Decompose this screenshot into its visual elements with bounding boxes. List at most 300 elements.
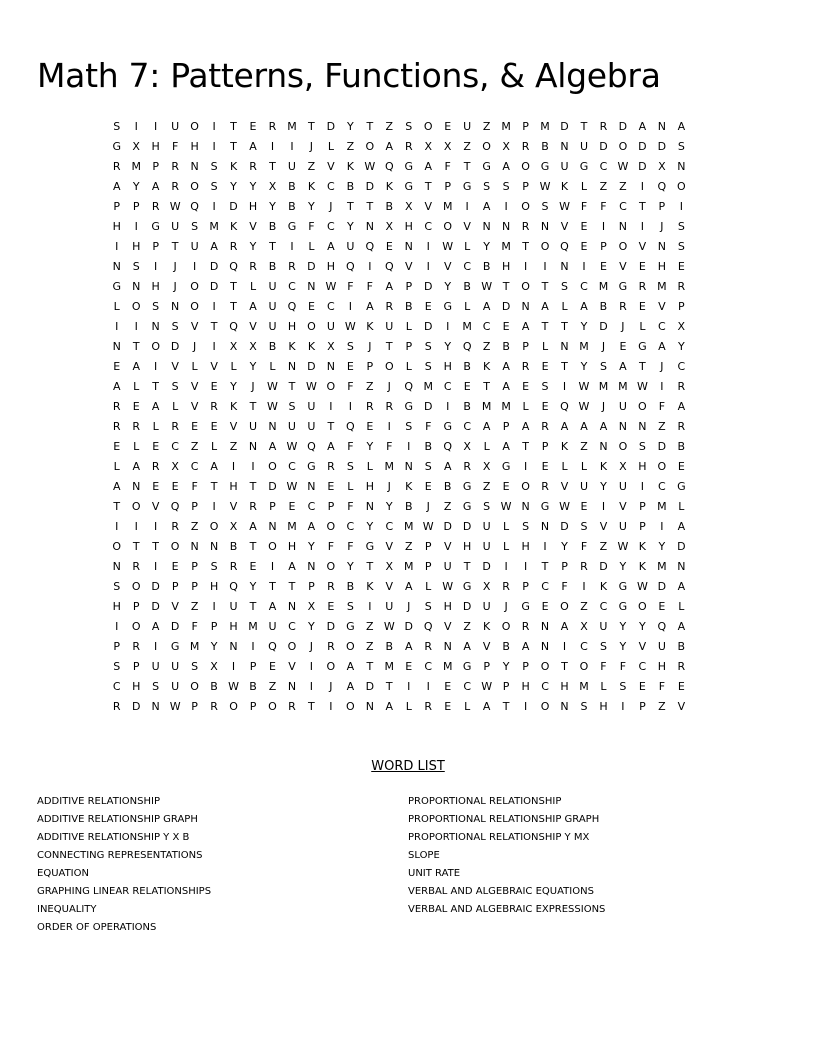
grid-row xyxy=(107,157,691,177)
grid-letter: F xyxy=(425,420,432,433)
grid-letter: C xyxy=(541,580,549,593)
grid-letter: Z xyxy=(190,440,199,453)
grid-letter: F xyxy=(327,540,335,553)
grid-letter: R xyxy=(638,280,647,293)
grid-letter: Y xyxy=(249,580,257,593)
grid-letter: U xyxy=(482,520,491,533)
grid-letter: Q xyxy=(384,260,394,273)
grid-letter: B xyxy=(210,680,218,693)
grid-letter: B xyxy=(424,440,432,453)
grid-letter: D xyxy=(170,620,180,633)
grid-letter: K xyxy=(346,160,354,173)
page-title: Math 7: Patterns, Functions, & Algebra xyxy=(37,56,661,96)
grid-letter: Y xyxy=(619,640,627,653)
grid-letter: E xyxy=(638,260,646,273)
grid-letter: S xyxy=(424,340,432,353)
grid-letter: I xyxy=(270,140,275,153)
grid-letter: I xyxy=(115,240,119,253)
grid-letter: W xyxy=(578,400,590,413)
word-list-item: ADDITIVE RELATIONSHIP GRAPH xyxy=(37,814,198,825)
grid-letter: O xyxy=(423,120,433,133)
grid-letter: I xyxy=(154,120,158,133)
grid-letter: V xyxy=(171,600,179,613)
grid-letter: Y xyxy=(580,320,588,333)
grid-letter: N xyxy=(287,360,297,373)
grid-letter: I xyxy=(640,480,645,493)
grid-row xyxy=(107,137,691,157)
grid-letter: O xyxy=(521,480,530,493)
grid-letter: V xyxy=(619,260,627,273)
grid-letter: I xyxy=(543,540,547,553)
grid-letter: P xyxy=(210,620,218,633)
grid-row xyxy=(107,297,691,317)
grid-letter: P xyxy=(191,700,198,713)
word-list-item: SLOPE xyxy=(408,850,440,861)
grid-letter: O xyxy=(638,600,647,613)
grid-row xyxy=(107,557,691,577)
grid-letter: F xyxy=(600,660,607,673)
grid-row xyxy=(107,637,691,657)
grid-letter: T xyxy=(171,240,179,253)
grid-letter: W xyxy=(442,240,454,253)
grid-row xyxy=(107,177,691,197)
grid-letter: O xyxy=(287,640,297,653)
grid-letter: C xyxy=(327,220,335,233)
grid-letter: H xyxy=(248,200,258,213)
grid-letter: A xyxy=(151,180,160,193)
word-list-item: PROPORTIONAL RELATIONSHIP xyxy=(408,796,562,807)
grid-letter: D xyxy=(482,560,491,573)
grid-letter: I xyxy=(562,380,567,393)
grid-letter: E xyxy=(580,240,588,253)
grid-letter: N xyxy=(326,360,335,373)
grid-letter: I xyxy=(640,220,645,233)
grid-letter: I xyxy=(543,260,547,273)
grid-letter: A xyxy=(502,160,510,173)
grid-letter: N xyxy=(501,220,511,233)
grid-letter: T xyxy=(230,120,237,133)
grid-letter: W xyxy=(559,500,570,513)
grid-letter: H xyxy=(112,600,121,613)
grid-letter: B xyxy=(229,540,238,553)
grid-letter: G xyxy=(443,300,452,313)
grid-letter: D xyxy=(599,560,608,573)
grid-letter: I xyxy=(309,660,314,673)
grid-letter: U xyxy=(326,320,335,333)
grid-letter: G xyxy=(462,180,472,193)
grid-letter: L xyxy=(113,460,120,473)
grid-letter: H xyxy=(287,540,297,553)
grid-letter: A xyxy=(132,360,140,373)
grid-letter: Z xyxy=(463,620,471,633)
grid-letter: T xyxy=(483,380,490,393)
grid-letter: M xyxy=(287,520,297,533)
grid-letter: Y xyxy=(230,380,237,393)
grid-letter: U xyxy=(190,240,199,253)
grid-letter: B xyxy=(268,220,277,233)
grid-letter: L xyxy=(211,440,218,453)
grid-letter: B xyxy=(404,500,413,513)
grid-letter: Y xyxy=(249,180,257,193)
word-list-item: PROPORTIONAL RELATIONSHIP GRAPH xyxy=(408,814,600,825)
grid-letter: Z xyxy=(190,520,199,533)
grid-letter: Y xyxy=(677,340,685,353)
grid-letter: T xyxy=(580,120,588,133)
grid-letter: Z xyxy=(619,180,627,193)
grid-letter: F xyxy=(366,280,373,293)
grid-letter: I xyxy=(115,320,119,333)
grid-letter: E xyxy=(171,560,179,573)
grid-row xyxy=(107,537,691,557)
grid-letter: V xyxy=(190,320,199,333)
grid-letter: G xyxy=(677,480,686,493)
grid-letter: Y xyxy=(249,240,257,253)
grid-letter: K xyxy=(638,540,646,553)
grid-letter: E xyxy=(366,420,374,433)
grid-letter: C xyxy=(288,460,296,473)
grid-letter: X xyxy=(482,580,491,593)
grid-letter: V xyxy=(599,520,608,533)
grid-letter: R xyxy=(521,140,530,153)
grid-letter: D xyxy=(657,140,667,153)
grid-letter: Q xyxy=(384,160,394,173)
grid-letter: E xyxy=(152,480,160,493)
grid-letter: I xyxy=(134,520,138,533)
grid-letter: A xyxy=(151,400,160,413)
grid-letter: E xyxy=(677,680,685,693)
grid-letter: H xyxy=(209,580,219,593)
word-list-item: UNIT RATE xyxy=(408,868,461,879)
grid-letter: R xyxy=(385,400,394,413)
grid-letter: N xyxy=(540,520,550,533)
grid-letter: X xyxy=(482,460,491,473)
grid-letter: N xyxy=(677,160,686,173)
grid-letter: I xyxy=(426,260,430,273)
grid-letter: Z xyxy=(658,420,666,433)
grid-letter: N xyxy=(560,340,569,353)
grid-letter: N xyxy=(365,700,374,713)
grid-row xyxy=(107,117,691,137)
grid-letter: O xyxy=(618,140,628,153)
grid-letter: Q xyxy=(346,420,355,433)
grid-letter: I xyxy=(426,240,430,253)
grid-letter: V xyxy=(424,200,432,213)
grid-letter: L xyxy=(327,140,334,153)
grid-letter: Y xyxy=(230,180,237,193)
grid-letter: L xyxy=(405,700,412,713)
grid-letter: L xyxy=(113,300,120,313)
grid-letter: H xyxy=(560,680,569,693)
grid-letter: Y xyxy=(561,540,568,553)
grid-letter: K xyxy=(483,620,491,633)
grid-letter: B xyxy=(385,200,394,213)
grid-letter: B xyxy=(346,580,355,593)
grid-letter: E xyxy=(249,560,257,573)
grid-letter: L xyxy=(133,440,140,453)
grid-letter: E xyxy=(541,460,549,473)
grid-letter: Y xyxy=(600,480,607,493)
grid-letter: D xyxy=(170,340,180,353)
grid-letter: R xyxy=(677,280,686,293)
grid-letter: H xyxy=(443,360,452,373)
grid-letter: P xyxy=(502,680,510,693)
grid-letter: H xyxy=(132,240,141,253)
grid-letter: J xyxy=(601,340,606,353)
grid-letter: E xyxy=(658,600,666,613)
grid-letter: X xyxy=(658,160,666,173)
grid-letter: I xyxy=(523,700,528,713)
grid-letter: S xyxy=(405,420,413,433)
grid-letter: E xyxy=(541,400,549,413)
grid-letter: W xyxy=(305,380,317,393)
word-list-item: GRAPHING LINEAR RELATIONSHIPS xyxy=(37,886,212,897)
grid-letter: T xyxy=(249,600,257,613)
grid-letter: W xyxy=(578,380,590,393)
grid-letter: E xyxy=(424,480,432,493)
grid-letter: W xyxy=(481,280,493,293)
grid-letter: A xyxy=(521,320,530,333)
grid-letter: I xyxy=(426,680,430,693)
grid-letter: T xyxy=(366,660,374,673)
grid-letter: I xyxy=(212,120,216,133)
grid-letter: J xyxy=(407,600,411,613)
grid-row xyxy=(107,617,691,637)
grid-letter: G xyxy=(112,140,121,153)
grid-letter: J xyxy=(173,280,177,293)
grid-letter: W xyxy=(636,580,648,593)
grid-letter: C xyxy=(346,520,355,533)
grid-letter: Y xyxy=(580,360,588,373)
grid-letter: M xyxy=(209,220,219,233)
grid-letter: T xyxy=(366,120,374,133)
grid-letter: O xyxy=(657,460,667,473)
grid-letter: E xyxy=(132,400,140,413)
grid-letter: E xyxy=(269,660,276,673)
grid-letter: I xyxy=(212,140,216,153)
grid-letter: L xyxy=(366,460,373,473)
grid-letter: S xyxy=(210,180,218,193)
grid-letter: N xyxy=(365,500,374,513)
grid-letter: U xyxy=(171,660,180,673)
grid-letter: F xyxy=(347,440,354,453)
grid-letter: M xyxy=(287,120,297,133)
grid-letter: O xyxy=(521,160,530,173)
grid-letter: U xyxy=(579,140,589,153)
grid-row xyxy=(107,677,691,697)
grid-letter: O xyxy=(346,700,355,713)
grid-letter: V xyxy=(171,360,179,373)
grid-letter: H xyxy=(404,220,413,233)
grid-letter: V xyxy=(405,260,413,273)
grid-letter: U xyxy=(579,480,589,493)
grid-letter: K xyxy=(366,320,374,333)
grid-letter: X xyxy=(619,460,627,473)
grid-letter: C xyxy=(190,460,199,473)
grid-letter: D xyxy=(599,320,608,333)
grid-letter: B xyxy=(288,200,296,213)
grid-letter: D xyxy=(404,620,413,633)
grid-letter: V xyxy=(619,500,627,513)
grid-letter: A xyxy=(580,420,588,433)
grid-letter: Z xyxy=(366,380,374,393)
grid-letter: J xyxy=(387,480,391,493)
grid-row xyxy=(107,197,691,217)
grid-letter: V xyxy=(443,260,452,273)
grid-letter: O xyxy=(365,140,375,153)
grid-letter: I xyxy=(348,400,352,413)
grid-letter: D xyxy=(618,120,628,133)
grid-letter: A xyxy=(346,680,355,693)
grid-letter: S xyxy=(580,700,588,713)
grid-letter: Y xyxy=(132,180,140,193)
grid-letter: R xyxy=(171,160,179,173)
grid-letter: T xyxy=(541,280,549,293)
grid-letter: R xyxy=(677,420,686,433)
grid-letter: L xyxy=(503,540,510,553)
grid-letter: A xyxy=(288,560,296,573)
grid-letter: I xyxy=(290,140,294,153)
grid-letter: S xyxy=(599,360,607,373)
grid-letter: J xyxy=(387,380,391,393)
grid-letter: P xyxy=(132,600,140,613)
grid-letter: H xyxy=(521,540,530,553)
grid-letter: P xyxy=(249,660,257,673)
grid-letter: D xyxy=(151,600,160,613)
grid-letter: Q xyxy=(657,180,667,193)
grid-letter: S xyxy=(113,580,121,593)
grid-letter: A xyxy=(443,460,452,473)
grid-letter: Y xyxy=(346,120,354,133)
grid-letter: O xyxy=(676,180,686,193)
grid-letter: E xyxy=(210,380,218,393)
grid-letter: T xyxy=(561,360,568,373)
grid-letter: N xyxy=(132,280,141,293)
grid-letter: U xyxy=(385,600,394,613)
grid-letter: Y xyxy=(249,360,257,373)
grid-letter: V xyxy=(385,540,394,553)
grid-letter: I xyxy=(504,560,508,573)
grid-letter: B xyxy=(599,300,608,313)
grid-letter: T xyxy=(152,380,160,393)
grid-letter: M xyxy=(404,520,414,533)
grid-letter: Q xyxy=(404,380,414,393)
word-list-item: VERBAL AND ALGEBRAIC EQUATIONS xyxy=(408,886,594,897)
grid-letter: I xyxy=(582,260,586,273)
grid-letter: I xyxy=(387,420,391,433)
grid-letter: D xyxy=(307,360,316,373)
grid-letter: A xyxy=(385,280,394,293)
grid-letter: G xyxy=(112,280,121,293)
grid-letter: V xyxy=(151,500,160,513)
grid-letter: O xyxy=(268,460,277,473)
grid-letter: Z xyxy=(599,540,608,553)
grid-letter: D xyxy=(423,280,433,293)
grid-letter: A xyxy=(249,300,257,313)
grid-letter: R xyxy=(268,120,277,133)
grid-letter: E xyxy=(541,600,549,613)
grid-letter: N xyxy=(443,640,452,653)
grid-letter: W xyxy=(286,480,298,493)
grid-letter: H xyxy=(599,700,608,713)
grid-letter: F xyxy=(619,660,627,673)
grid-letter: Q xyxy=(443,440,453,453)
grid-letter: Q xyxy=(560,240,569,253)
grid-letter: H xyxy=(463,540,472,553)
grid-letter: I xyxy=(231,460,236,473)
grid-letter: U xyxy=(268,280,277,293)
grid-letter: P xyxy=(152,240,159,253)
grid-letter: O xyxy=(268,540,277,553)
grid-letter: K xyxy=(599,580,608,593)
grid-row xyxy=(107,377,691,397)
grid-letter: G xyxy=(462,480,472,493)
grid-letter: V xyxy=(190,400,199,413)
grid-letter: P xyxy=(483,660,490,673)
grid-letter: A xyxy=(482,700,491,713)
grid-letter: O xyxy=(384,360,394,373)
grid-letter: O xyxy=(482,140,491,153)
grid-letter: V xyxy=(327,160,335,173)
grid-letter: E xyxy=(522,380,530,393)
grid-letter: K xyxy=(229,220,238,233)
grid-letter: C xyxy=(658,480,666,493)
grid-letter: S xyxy=(677,140,685,153)
grid-letter: A xyxy=(658,340,666,353)
grid-letter: U xyxy=(171,680,180,693)
grid-letter: T xyxy=(463,160,471,173)
grid-letter: S xyxy=(522,520,530,533)
grid-letter: N xyxy=(171,300,180,313)
grid-letter: U xyxy=(463,120,472,133)
grid-letter: O xyxy=(638,400,647,413)
grid-letter: U xyxy=(307,420,316,433)
grid-letter: R xyxy=(580,560,588,573)
grid-row xyxy=(107,497,691,517)
grid-letter: P xyxy=(658,200,666,213)
grid-letter: I xyxy=(212,300,216,313)
grid-letter: B xyxy=(541,140,549,153)
grid-letter: F xyxy=(171,140,179,153)
grid-letter: V xyxy=(190,380,199,393)
grid-letter: A xyxy=(677,580,686,593)
grid-letter: P xyxy=(132,200,140,213)
grid-letter: Z xyxy=(599,180,608,193)
grid-letter: W xyxy=(636,380,648,393)
grid-letter: A xyxy=(677,400,686,413)
grid-letter: T xyxy=(230,280,237,293)
grid-letter: T xyxy=(385,340,393,353)
grid-letter: A xyxy=(599,420,608,433)
grid-letter: T xyxy=(346,200,354,213)
grid-letter: I xyxy=(134,320,138,333)
grid-letter: G xyxy=(618,280,628,293)
grid-letter: R xyxy=(249,500,257,513)
grid-letter: O xyxy=(268,700,277,713)
grid-letter: H xyxy=(326,260,336,273)
grid-letter: S xyxy=(424,600,432,613)
grid-letter: I xyxy=(192,260,197,273)
grid-letter: O xyxy=(521,280,530,293)
grid-letter: L xyxy=(503,520,510,533)
grid-letter: S xyxy=(113,120,121,133)
grid-letter: D xyxy=(638,140,647,153)
grid-letter: X xyxy=(580,620,588,633)
grid-letter: M xyxy=(657,280,667,293)
grid-letter: D xyxy=(462,520,472,533)
grid-letter: Q xyxy=(346,260,355,273)
grid-letter: A xyxy=(560,620,569,633)
grid-letter: N xyxy=(657,240,666,253)
